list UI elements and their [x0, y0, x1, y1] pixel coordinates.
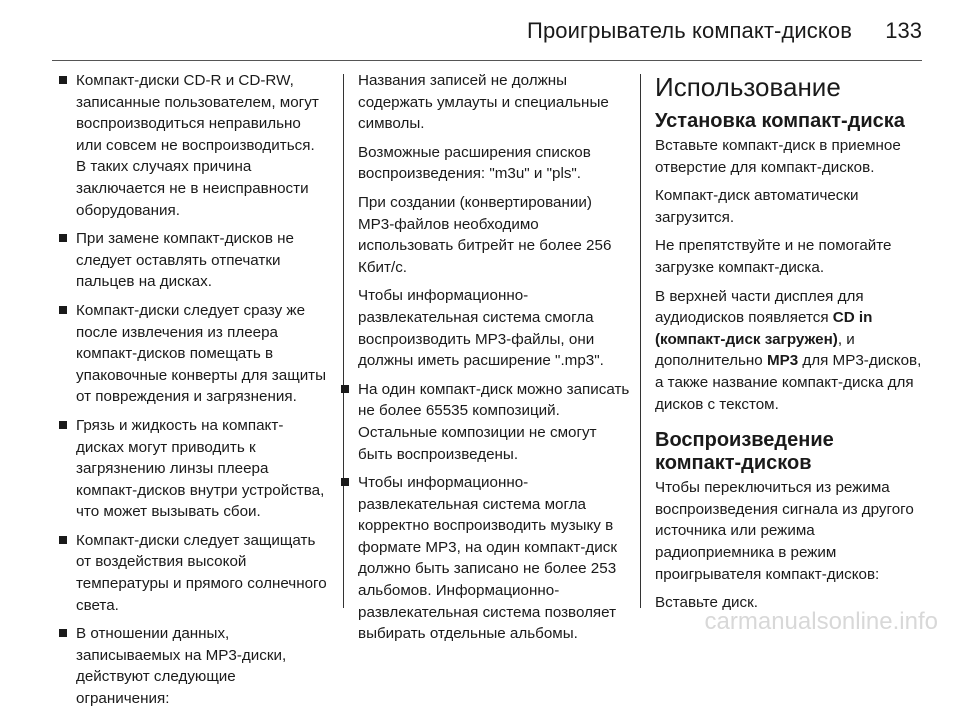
list-item: Компакт-диски CD-R и CD-RW, записанные пользователем, могут воспроизводиться неправильно или совсем не воспроизводиться. В таких случаях причина заключается не в неисправности оборудования. [56, 70, 328, 221]
bullet-square-icon [341, 478, 349, 486]
list-item: В отношении данных, записываемых на MP3-диски, действуют следующие ограничения: [56, 623, 328, 709]
page-header [0, 0, 960, 58]
list-item: Компакт-диски следует защищать от воздействия высокой температуры и прямого солнечного света. [56, 530, 328, 616]
paragraph: Чтобы переключиться из режима воспроизведения сигнала из другого источника или режима радиоприемника в режим проигрывателя компакт-дисков: [655, 479, 914, 583]
paragraph: Вставьте диск. [655, 594, 759, 612]
bullet-square-icon [59, 536, 67, 544]
list-item: На один компакт-диск можно записать не более 65535 композиций. Остальные композиции не смогут быть воспроизведены. [338, 379, 630, 465]
paragraph: Чтобы информационно-развлекательная система смогла воспроизводить MP3-файлы, они должны иметь расширение ".mp3". [358, 287, 604, 370]
bullet-square-icon [59, 76, 67, 84]
subsection-heading: Воспроизведение компакт-дисков [655, 429, 834, 475]
column-1 [56, 70, 328, 717]
paragraph: В верхней части дисплея для аудиодисков появляется CD in (компакт-диск загружен), и дополнительно MP3 для MP3-дисков, а также название компакт-диска для дисков с текстом. [655, 287, 922, 413]
bullet-square-icon [341, 385, 349, 393]
header-divider [52, 60, 922, 61]
paragraph: Не препятствуйте и не помогайте загрузке компакт-диска. [655, 237, 892, 276]
column-3 [655, 66, 925, 621]
paragraph: При создании (конвертировании) MP3-файлов необходимо использовать битрейт не более 256 Кбит/с. [358, 193, 612, 276]
column-divider-2 [640, 74, 641, 608]
bullet-square-icon [59, 629, 67, 637]
list-item: Чтобы информационно-развлекательная система могла корректно воспроизводить музыку в формате MP3, на один компакт-диск должно быть записано не более 253 альбомов. Информационно-развлекательная система позволяет выбирать отдельные альбомы. [338, 472, 630, 645]
subsection-heading: Установка компакт-диска [655, 110, 905, 132]
display-text-mp3: MP3 [766, 352, 799, 370]
list-item: Грязь и жидкость на компакт-дисках могут приводить к загрязнению линзы плеера компакт-дисков внутри устройства, что может вызывать сбои. [56, 415, 328, 523]
page-title: Проигрыватель компакт-дисков [527, 18, 852, 43]
watermark: carmanualsonline.info [704, 608, 938, 635]
paragraph: Вставьте компакт-диск в приемное отверстие для компакт-дисков. [655, 137, 901, 176]
page-number: 133 [885, 18, 922, 43]
list-item: При замене компакт-дисков не следует оставлять отпечатки пальцев на дисках. [56, 228, 328, 293]
column-2 [358, 70, 630, 652]
list-item: Компакт-диски следует сразу же после извлечения из плеера компакт-дисков помещать в упаковочные конверты для защиты от повреждения и загрязнения. [56, 300, 328, 408]
bullet-square-icon [59, 234, 67, 242]
bullet-square-icon [59, 306, 67, 314]
section-heading: Использование [655, 72, 841, 102]
paragraph: Возможные расширения списков воспроизведения: "m3u" и "pls". [358, 143, 591, 183]
paragraph: Компакт-диск автоматически загрузится. [655, 187, 859, 226]
display-text-cd-in: CD in (компакт-диск загружен) [655, 309, 873, 348]
paragraph: Названия записей не должны содержать умлауты и специальные символы. [358, 72, 609, 133]
bullet-square-icon [59, 421, 67, 429]
